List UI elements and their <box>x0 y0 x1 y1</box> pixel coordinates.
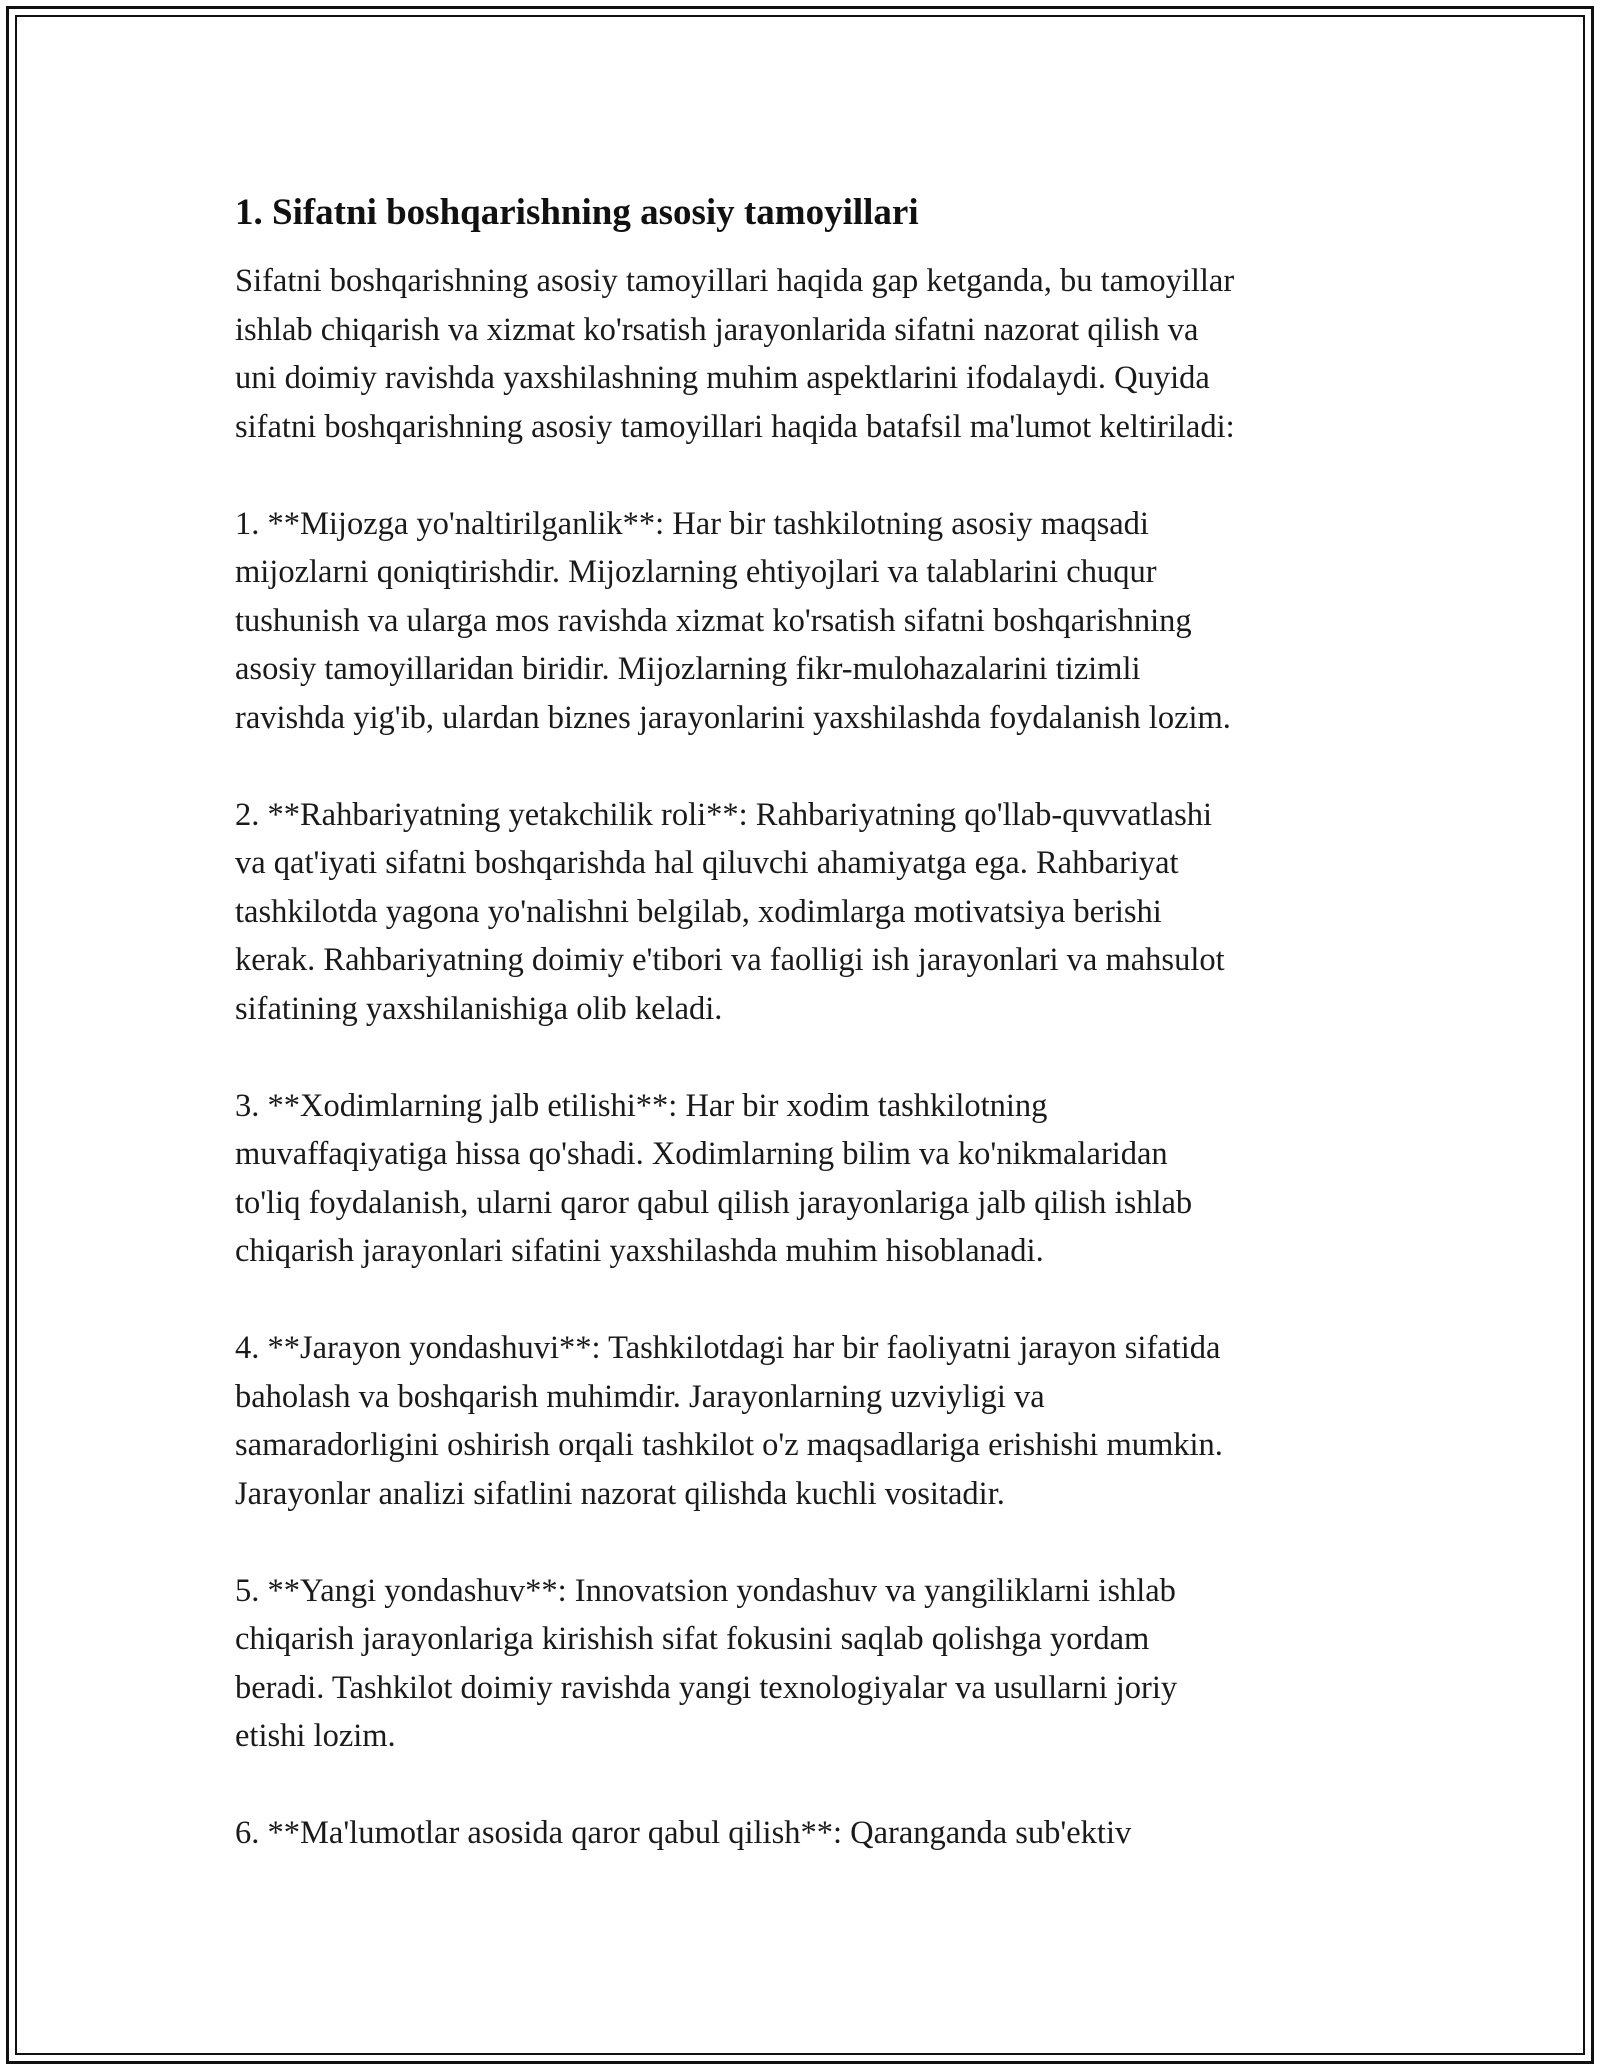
document-body <box>235 185 1415 1858</box>
principle-paragraph-1: 1. **Mijozga yo'naltirilganlik**: Har bir tashkilotning asosiy maqsadi mijozlarni qoniqtirishdir. Mijozlarning ehtiyojlari va talablarini chuqur tushunish va ularga mos ravishda xizmat ko'rsatish sifatni boshqarishning asosiy tamoyillaridan biridir. Mijozlarning fikr-mulohazalarini tizimli ravishda yig'ib, ulardan biznes jarayonlarini yaxshilashda foydalanish lozim. <box>235 505 1231 736</box>
principle-paragraph-4: 4. **Jarayon yondashuvi**: Tashkilotdagi har bir faoliyatni jarayon sifatida baholash va boshqarish muhimdir. Jarayonlarning uzviyligi va samaradorligini oshirish orqali tashkilot o'z maqsadlariga erishishi mumkin. Jarayonlar analizi sifatlini nazorat qilishda kuchli vositadir. <box>235 1330 1223 1512</box>
principle-paragraph-2: 2. **Rahbariyatning yetakchilik roli**: Rahbariyatning qo'llab-quvvatlashi va qat'iyati sifatni boshqarishda hal qiluvchi ahamiyatga ega. Rahbariyat tashkilotda yagona yo'nalishni belgilab, xodimlarga motivatsiya berishi kerak. Rahbariyatning doimiy e'tibori va faolligi ish jarayonlari va mahsulot sifatining yaxshilanishiga olib keladi. <box>235 796 1225 1027</box>
intro-paragraph: Sifatni boshqarishning asosiy tamoyillari haqida gap ketganda, bu tamoyillar ishlab chiqarish va xizmat ko'rsatish jarayonlarida sifatni nazorat qilish va uni doimiy ravishda yaxshilashning muhim aspektlarini ifodalaydi. Quyida sifatni boshqarishning asosiy tamoyillari haqida batafsil ma'lumot keltiriladi: <box>235 263 1235 445</box>
document-title: 1. Sifatni boshqarishning asosiy tamoyillari <box>235 192 919 233</box>
principle-paragraph-5: 5. **Yangi yondashuv**: Innovatsion yondashuv va yangiliklarni ishlab chiqarish jarayonlariga kirishish sifat fokusini saqlab qolishga yordam beradi. Tashkilot doimiy ravishda yangi texnologiyalar va usullarni joriy etishi lozim. <box>235 1572 1178 1754</box>
principle-paragraph-6: 6. **Ma'lumotlar asosida qaror qabul qilish**: Qaranganda sub'ektiv <box>235 1815 1132 1851</box>
principle-paragraph-3: 3. **Xodimlarning jalb etilishi**: Har bir xodim tashkilotning muvaffaqiyatiga hissa qo'shadi. Xodimlarning bilim va ko'nikmalaridan to'liq foydalanish, ularni qaror qabul qilish jarayonlariga jalb qilish ishlab chiqarish jarayonlari sifatini yaxshilashda muhim hisoblanadi. <box>235 1087 1193 1269</box>
